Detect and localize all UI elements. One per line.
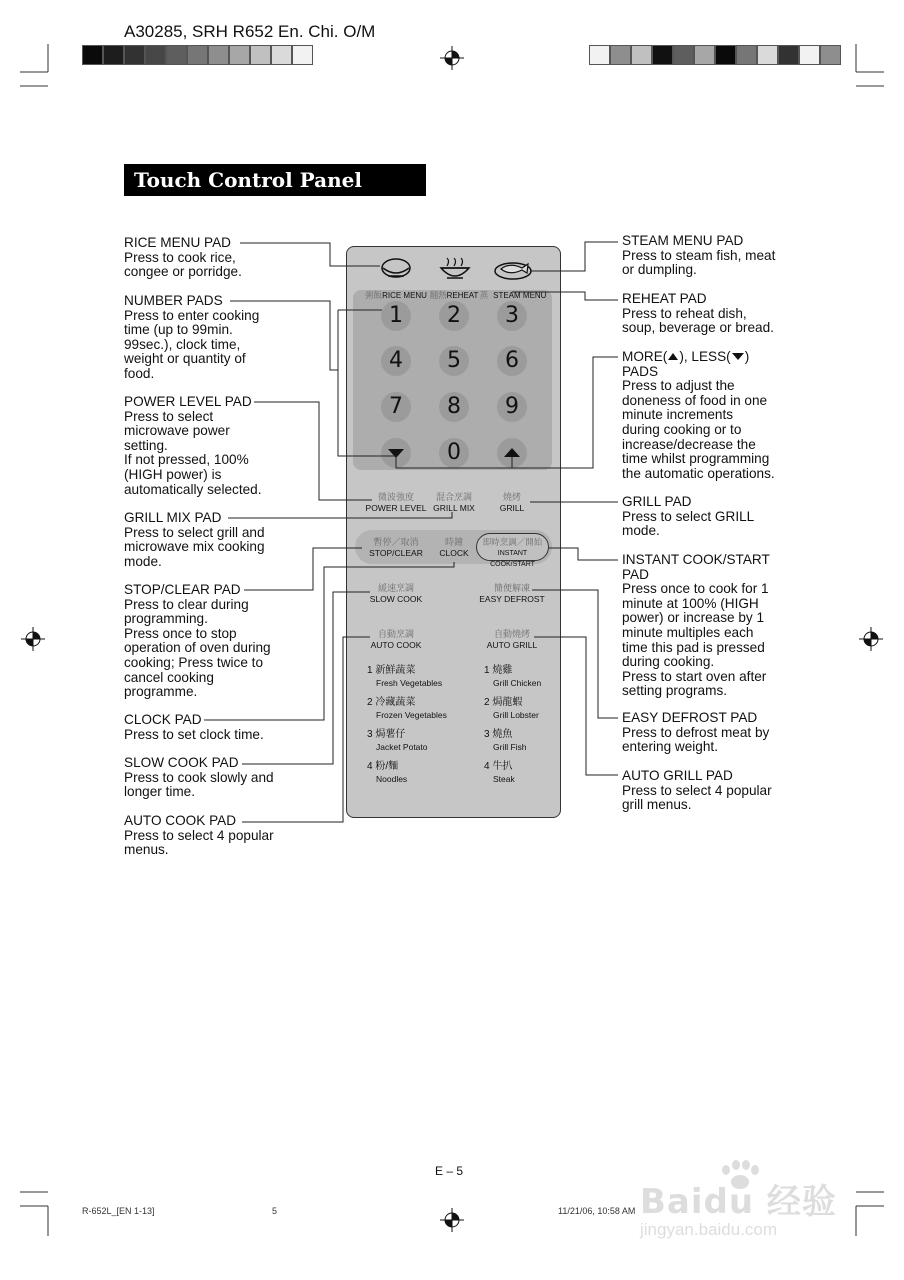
slow-cook-pad[interactable]: 緩速烹調 SLOW COOK [360,582,432,605]
easy-defrost-pad[interactable]: 簡便解凍 EASY DEFROST [474,582,550,605]
number-pad-9[interactable]: 9 [497,392,527,422]
clock-pad[interactable]: 時鐘 CLOCK [430,536,478,559]
auto-cook-menu-item: 3 焗薯仔 Jacket Potato [367,729,428,752]
instant-cook-start-pad[interactable]: 即時烹調／開始 INSTANT COOK/START [476,533,549,561]
number-pad-2[interactable]: 2 [439,301,469,331]
steaming-bowl-icon[interactable] [437,256,473,282]
number-pad-3[interactable]: 3 [497,301,527,331]
number-pad-7[interactable]: 7 [381,392,411,422]
document-id: A30285, SRH R652 En. Chi. O/M [124,22,376,41]
footer-file-name: R-652L_[EN 1-13] [82,1206,155,1216]
steam-menu-label: 蒸 STEAM MENU [479,290,547,300]
callout-auto-cook: AUTO COOK PAD Press to select 4 popular menus. [124,813,274,858]
less-button[interactable] [381,438,411,468]
auto-grill-pad[interactable]: 自動燒烤 AUTO GRILL [476,628,548,651]
triangle-up-icon [497,438,527,468]
footer-page: 5 [272,1206,278,1216]
triangle-down-icon [731,351,745,361]
page-number: E – 5 [435,1164,464,1178]
callout-reheat: REHEAT PAD Press to reheat dish, soup, beverage or bread. [622,291,774,336]
triangle-up-icon [667,351,679,361]
number-pad-5[interactable]: 5 [439,346,469,376]
callout-stop-clear: STOP/CLEAR PAD Press to clear during programming. Press once to stop operation of oven during cooking; Press twice to cancel cooking programme. [124,582,271,700]
callout-number-pads: NUMBER PADS Press to enter cooking time (up to 99min. 99sec.), clock time, weight or quantity of food. [124,293,260,381]
auto-cook-menu-item: 4 粉/麵 Noodles [367,761,408,784]
callout-steam-menu: STEAM MENU PAD Press to steam fish, meat or dumpling. [622,233,776,278]
grill-pad[interactable]: 燒烤 GRILL [486,491,538,514]
power-level-pad[interactable]: 微波強度 POWER LEVEL [361,491,431,514]
fish-plate-icon[interactable] [492,256,534,282]
callout-instant-cook-start: INSTANT COOK/START PAD Press once to cook for 1 minute at 100% (HIGH power) or increase by 1 minute multiples each time this pad is pressed during cooking. Press to start oven after setting programs. [622,552,770,699]
number-pad-4[interactable]: 4 [381,346,411,376]
section-title: Touch Control Panel Layout [124,164,426,196]
callout-more-less: MORE( ), LESS( ) PADS Press to adjust the doneness of food in one minute increments during cooking or to increase/decrease the time whilst programming the automatic operations. [622,349,775,481]
stop-clear-pad[interactable]: 暫停／取消 STOP/CLEAR [361,536,431,559]
callout-power-level: POWER LEVEL PAD Press to select microwave power setting. If not pressed, 100% (HIGH power) is automatically selected. [124,394,262,497]
auto-grill-menu-item: 2 焗龍蝦 Grill Lobster [484,697,539,720]
rice-bowl-icon[interactable] [378,256,414,282]
footer-date: 11/21/06, 10:58 AM [558,1206,636,1216]
callout-rice-menu: RICE MENU PAD Press to cook rice, congee or porridge. [124,235,242,280]
auto-grill-menu-item: 3 燒魚 Grill Fish [484,729,527,752]
auto-grill-menu-item: 1 燒雞 Grill Chicken [484,665,542,688]
callout-clock: CLOCK PAD Press to set clock time. [124,712,264,742]
triangle-down-icon [381,438,411,468]
rice-menu-label: 粥飯RICE MENU [365,290,427,300]
grill-mix-pad[interactable]: 混合烹調 GRILL MIX [423,491,485,514]
callout-grill: GRILL PAD Press to select GRILL mode. [622,494,755,539]
number-pad-0[interactable]: 0 [439,438,469,468]
callout-grill-mix: GRILL MIX PAD Press to select grill and microwave mix cooking mode. [124,510,265,569]
number-pad-6[interactable]: 6 [497,346,527,376]
number-pad-8[interactable]: 8 [439,392,469,422]
more-button[interactable] [497,438,527,468]
auto-cook-pad[interactable]: 自動烹調 AUTO COOK [360,628,432,651]
callout-auto-grill: AUTO GRILL PAD Press to select 4 popular grill menus. [622,768,772,813]
auto-cook-menu-item: 2 冷藏蔬菜 Frozen Vegetables [367,697,447,720]
callout-easy-defrost: EASY DEFROST PAD Press to defrost meat by entering weight. [622,710,770,755]
number-pad-1[interactable]: 1 [381,301,411,331]
watermark: Baidu 经验 jingyan.baidu.com [640,1168,850,1248]
reheat-label: 翻熱REHEAT [429,290,479,300]
auto-cook-menu-item: 1 新鮮蔬菜 Fresh Vegetables [367,665,443,688]
auto-grill-menu-item: 4 牛扒 Steak [484,761,515,784]
callout-slow-cook: SLOW COOK PAD Press to cook slowly and longer time. [124,755,274,800]
